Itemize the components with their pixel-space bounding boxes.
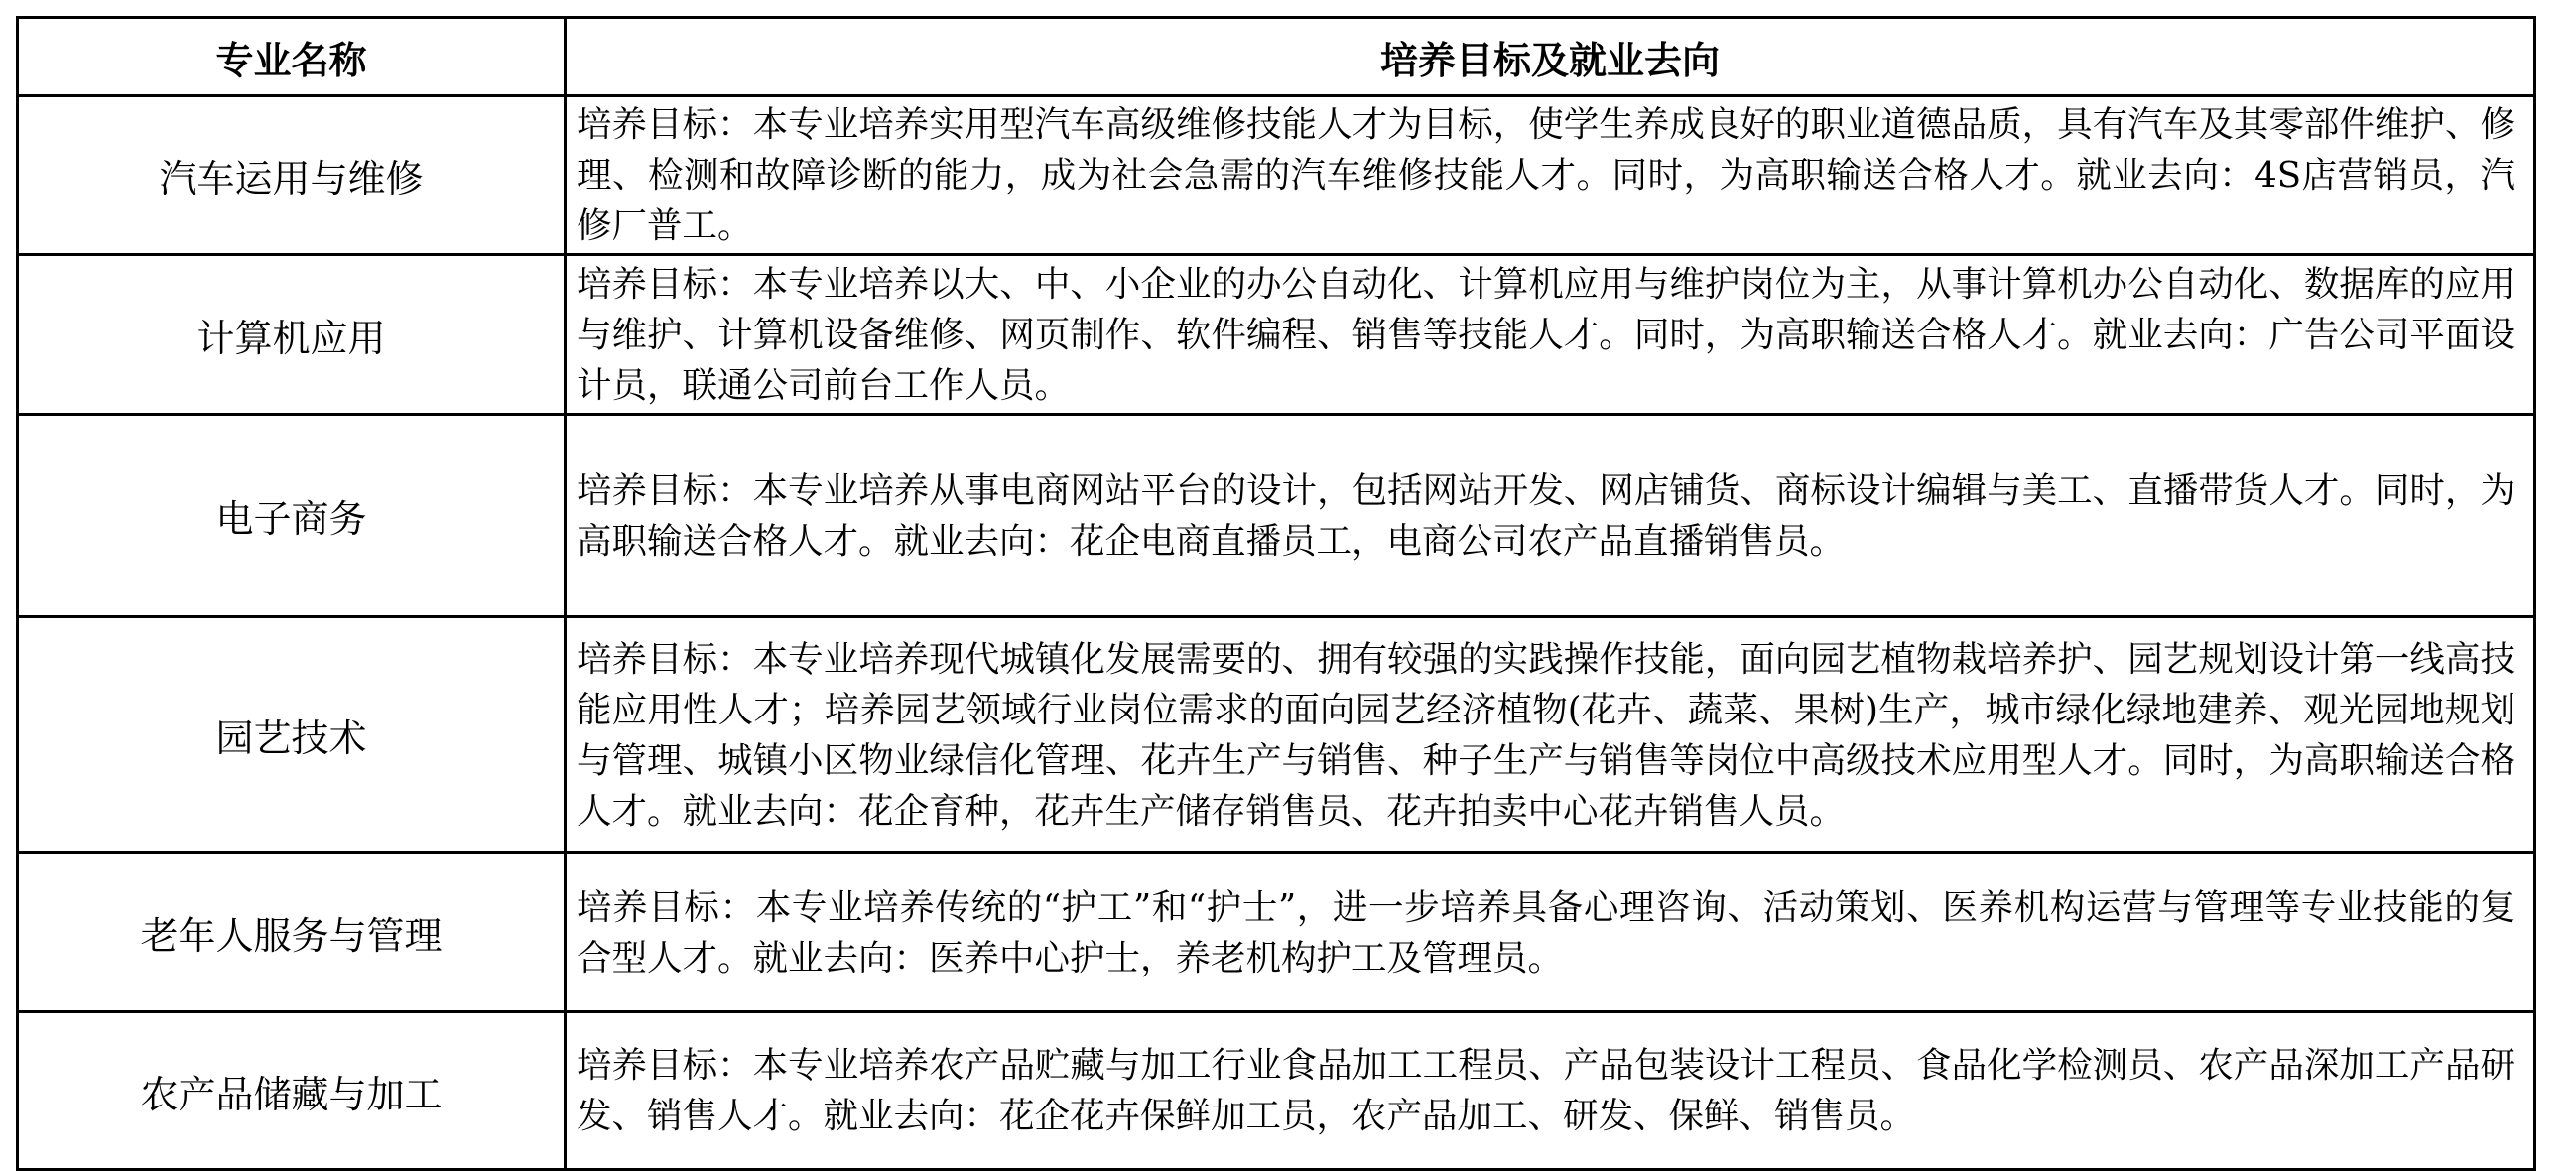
header-goal-and-employment: 培养目标及就业去向 [566, 18, 2535, 96]
major-name-cell: 汽车运用与维修 [18, 96, 566, 255]
major-description-cell: 培养目标：本专业培养以大、中、小企业的办公自动化、计算机应用与维护岗位为主，从事计算机办公自动化、数据库的应用与维护、计算机设备维修、网页制作、软件编程、销售等技能人才。同时，为高职输送合格人才。就业去向：广告公司平面设计员，联通公司前台工作人员。 [566, 255, 2535, 415]
table-row [18, 617, 2535, 853]
major-name-cell: 计算机应用 [18, 255, 566, 415]
major-description-cell: 培养目标：本专业培养从事电商网站平台的设计，包括网站开发、网店铺货、商标设计编辑与美工、直播带货人才。同时，为高职输送合格人才。就业去向：花企电商直播员工，电商公司农产品直播销售员。 [566, 415, 2535, 617]
major-description-cell: 培养目标：本专业培养传统的“护工”和“护士”，进一步培养具备心理咨询、活动策划、医养机构运营与管理等专业技能的复合型人才。就业去向：医养中心护士，养老机构护工及管理员。 [566, 853, 2535, 1012]
header-row [18, 18, 2535, 96]
major-name-cell: 园艺技术 [18, 617, 566, 853]
table-row [18, 853, 2535, 1012]
majors-table [16, 16, 2536, 1171]
table-row [18, 255, 2535, 415]
major-name-cell: 电子商务 [18, 415, 566, 617]
major-name-cell: 农产品储藏与加工 [18, 1012, 566, 1170]
major-description-cell: 培养目标：本专业培养实用型汽车高级维修技能人才为目标，使学生养成良好的职业道德品质，具有汽车及其零部件维护、修理、检测和故障诊断的能力，成为社会急需的汽车维修技能人才。同时，为高职输送合格人才。就业去向：4S店营销员，汽修厂普工。 [566, 96, 2535, 255]
table-row [18, 415, 2535, 617]
major-description-cell: 培养目标：本专业培养现代城镇化发展需要的、拥有较强的实践操作技能，面向园艺植物栽培养护、园艺规划设计第一线高技能应用性人才；培养园艺领域行业岗位需求的面向园艺经济植物(花卉、蔬菜、果树)生产，城市绿化绿地建养、观光园地规划与管理、城镇小区物业绿信化管理、花卉生产与销售、种子生产与销售等岗位中高级技术应用型人才。同时，为高职输送合格人才。就业去向：花企育种，花卉生产储存销售员、花卉拍卖中心花卉销售人员。 [566, 617, 2535, 853]
table-row [18, 1012, 2535, 1170]
major-description-cell: 培养目标：本专业培养农产品贮藏与加工行业食品加工工程员、产品包装设计工程员、食品化学检测员、农产品深加工产品研发、销售人才。就业去向：花企花卉保鲜加工员，农产品加工、研发、保鲜、销售员。 [566, 1012, 2535, 1170]
major-name-cell: 老年人服务与管理 [18, 853, 566, 1012]
header-major-name: 专业名称 [18, 18, 566, 96]
table-row [18, 96, 2535, 255]
